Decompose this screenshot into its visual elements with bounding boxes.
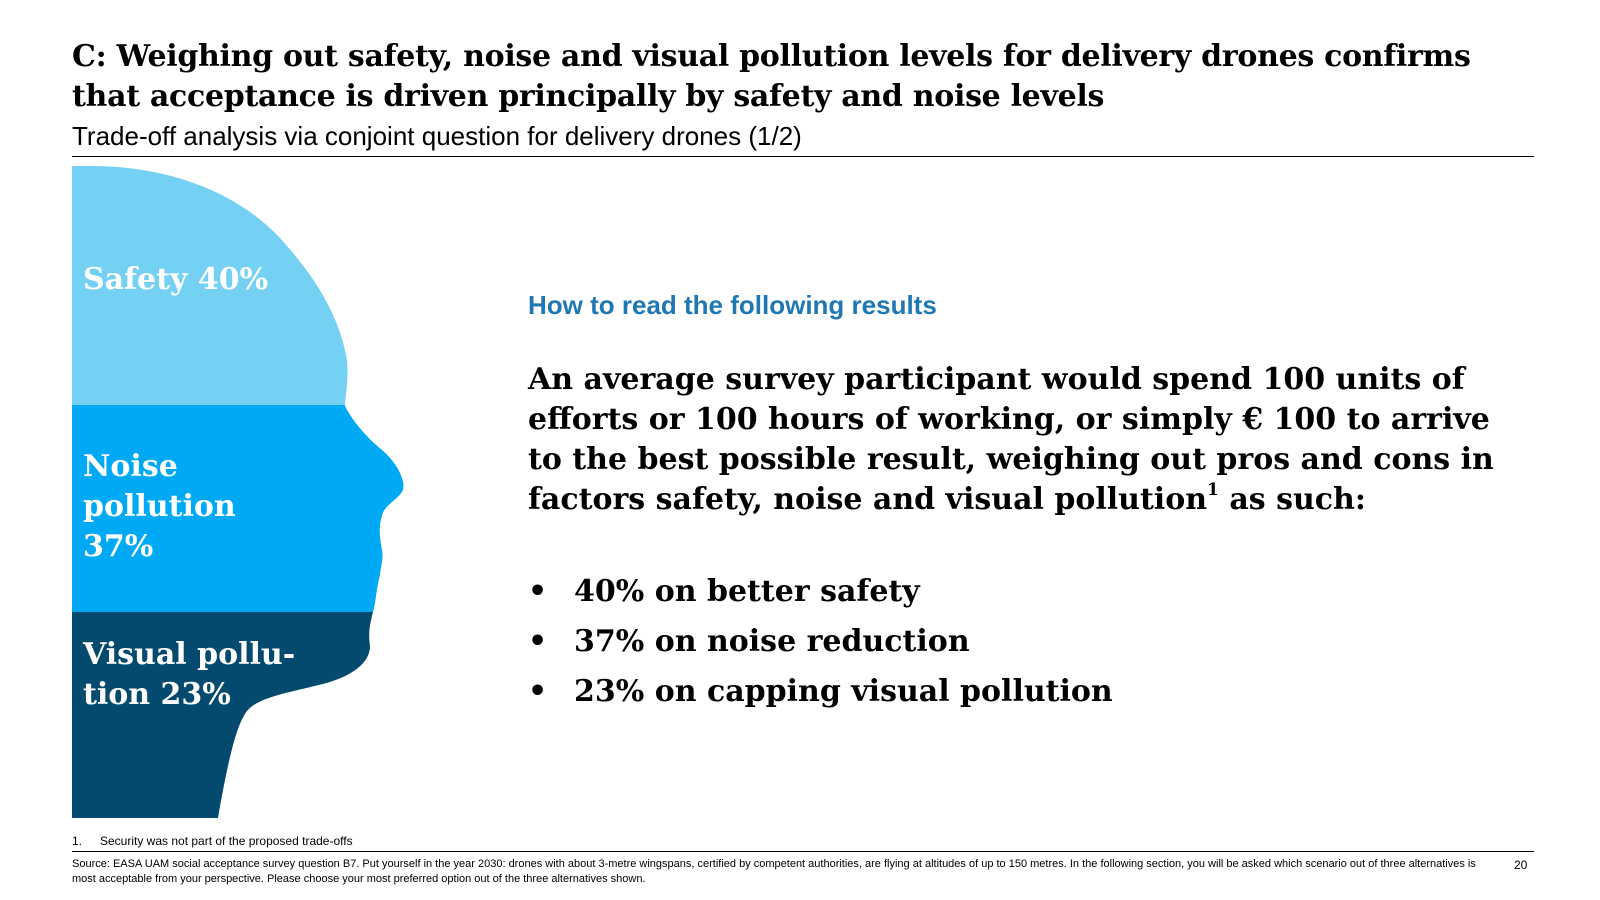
source-note: Source: EASA UAM social acceptance survey question B7. Put yourself in the year 2030: drones with about 3-metre wingspans, certified by competent authorities, are flying at altitudes of up to 150 metres. In the following section, you will be asked which scenario out of three alternatives is most acceptable from your perspective. Please choose your most preferred option out of the three alternatives shown.	[72, 858, 1476, 885]
bullet-safety	[528, 572, 1113, 622]
footnote-number: 1.	[72, 834, 83, 848]
bullet-noise	[528, 622, 1113, 672]
bullet-dot: •	[528, 674, 548, 709]
bullet-dot: •	[528, 574, 548, 609]
how-to-read-heading: How to read the following results	[528, 290, 937, 320]
bullet-visual	[528, 672, 1113, 722]
bullet-text: 37% on noise reduction	[574, 624, 970, 659]
slide-subtitle: Trade-off analysis via conjoint question for delivery drones (1/2)	[72, 121, 802, 151]
bullet-dot: •	[528, 624, 548, 659]
results-bullet-list	[528, 572, 1113, 722]
head-label-visual: Visual pollu-tion 23%	[83, 637, 296, 712]
page-number: 20	[1514, 858, 1528, 872]
footer-divider	[72, 851, 1534, 852]
footnote	[72, 834, 353, 848]
bullet-text: 23% on capping visual pollution	[574, 674, 1113, 709]
head-label-noise: Noise pollution 37%	[83, 449, 236, 564]
slide-title: C: Weighing out safety, noise and visual pollution levels for delivery drones confirms that acceptance is driven principally by safety and noise levels	[72, 39, 1471, 114]
explanation-end: as such:	[1218, 482, 1366, 517]
footnote-text: Security was not part of the proposed trade-offs	[100, 834, 353, 848]
head-label-safety: Safety 40%	[83, 262, 269, 297]
footnote-marker: 1	[1207, 480, 1219, 500]
explanation-main: An average survey participant would spend 100 units of efforts or 100 hours of working, or simply € 100 to arrive to the best possible result, weighing out pros and cons in factors safety, noise and visual pollution	[528, 362, 1494, 517]
bullet-text: 40% on better safety	[574, 574, 920, 609]
explanation-text	[528, 360, 1498, 520]
